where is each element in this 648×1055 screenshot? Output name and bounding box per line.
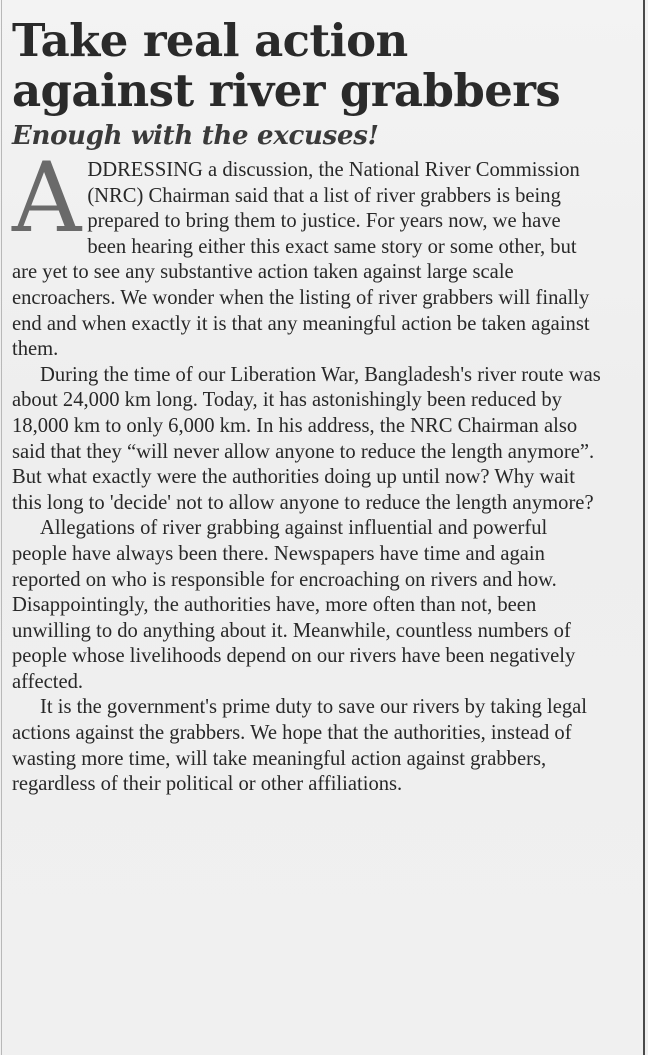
paragraph-4: It is the government's prime duty to save our rivers by taking legal actions against the grabbers. We hope that the authorities, instead of wasting more time, will take meaningful action against grabbers, regardless of their political or other affiliations. [12, 696, 588, 796]
paragraph-2: During the time of our Liberation War, Bangladesh's river route was about 24,000 km long. Today, it has astonishingly been reduced by 18,000 km to only 6,000 km. In his address, the NRC Chairman also said that they “will never allow anyone to reduce the length anymore”. But what exactly were the authorities doing up until now? Why wait this long to 'decide' not to allow anyone to reduce the length anymore? [12, 363, 601, 514]
subheadline: Enough with the excuses! [12, 121, 379, 151]
column-rule [643, 0, 645, 1055]
article-body [12, 142, 604, 798]
headline: Take real action against river grabbers [12, 14, 561, 117]
editorial-article [12, 16, 604, 798]
paragraph-3: Allegations of river grabbing against influential and powerful people have always been there. Newspapers have time and again reported on who is responsible for encroaching on rivers and how. Disappointingly, the authorities have, more often than not, been unwilling to do anything about it. Meanwhile, countless numbers of people whose livelihoods depend on our rivers have been negatively affected. [12, 517, 576, 693]
paragraph-1-text: DDRESSING a discussion, the National River Commission (NRC) Chairman said that a list of river grabbers is being prepared to bring them to justice. For years now, we have been hearing either this exact same story or some other, but are yet to see any substantive action taken against large scale encroachers. We wonder when the listing of river grabbers will finally end and when exactly it is that any meaningful action be taken against them. [12, 159, 590, 361]
paragraph-1 [12, 142, 604, 363]
drop-cap: A [12, 142, 82, 254]
left-border-line [1, 0, 2, 1055]
